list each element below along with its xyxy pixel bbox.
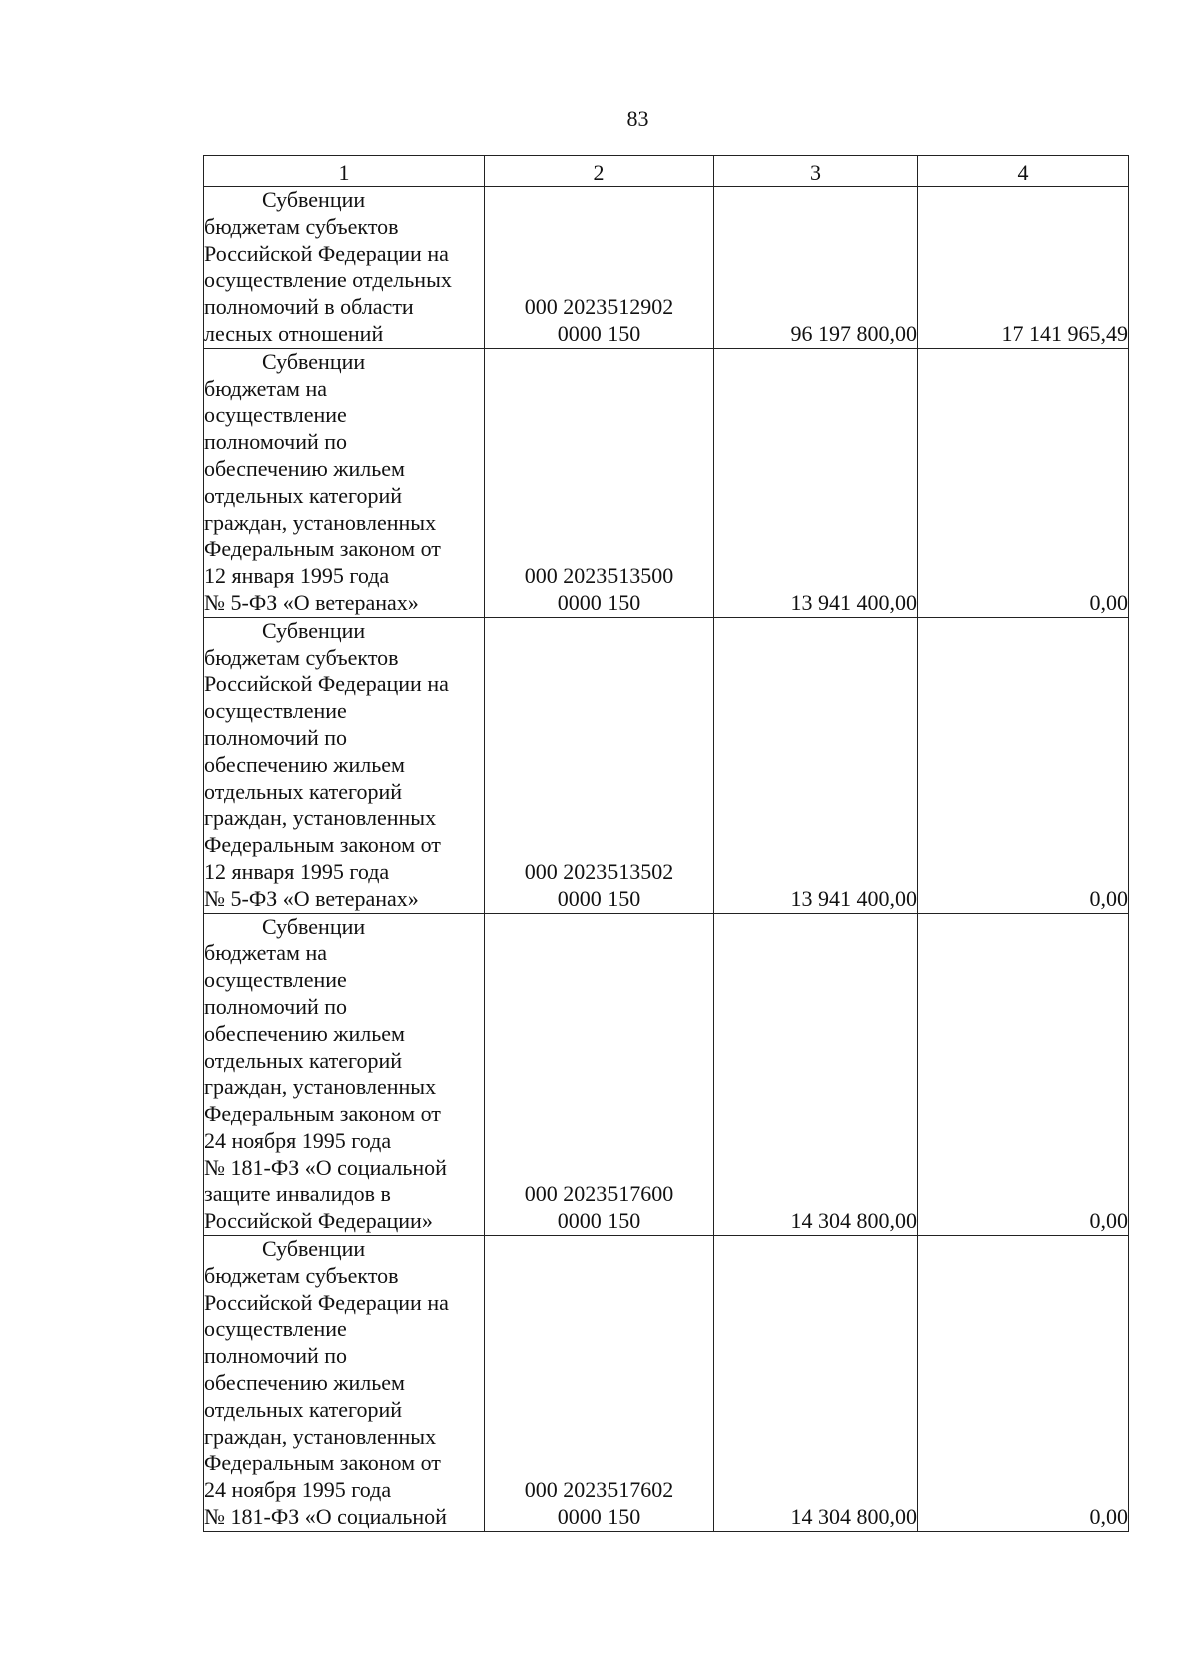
budget-table <box>203 155 1129 1532</box>
table-row <box>204 913 1129 1236</box>
name-line: Субвенции <box>262 617 366 643</box>
column-header-3: 3 <box>714 156 918 187</box>
name-line: осуществление <box>204 967 347 993</box>
cell-name <box>204 617 485 913</box>
name-line: отдельных категорий <box>204 778 403 804</box>
name-line: граждан, установленных <box>204 1423 437 1449</box>
name-line: № 181-ФЗ «О социальной <box>204 1154 447 1180</box>
cell-amount-col3: 14 304 800,00 <box>714 1236 918 1532</box>
name-line: бюджетам субъектов <box>204 644 399 670</box>
cell-code: 000 2023513502 0000 150 <box>485 617 714 913</box>
name-line: № 5-ФЗ «О ветеранах» <box>204 589 419 615</box>
cell-amount-col3: 14 304 800,00 <box>714 913 918 1236</box>
cell-code: 000 2023512902 0000 150 <box>485 187 714 349</box>
name-line: осуществление <box>204 402 347 428</box>
name-line: осуществление <box>204 1316 347 1342</box>
cell-name <box>204 913 485 1236</box>
name-line: обеспечению жильем <box>204 455 405 481</box>
table-row <box>204 348 1129 617</box>
cell-amount-col3: 13 941 400,00 <box>714 617 918 913</box>
name-line: граждан, установленных <box>204 805 437 831</box>
name-line: Федеральным законом от <box>204 1450 441 1476</box>
name-line: Российской Федерации на <box>204 671 449 697</box>
name-line: Федеральным законом от <box>204 832 441 858</box>
cell-amount-col3: 13 941 400,00 <box>714 348 918 617</box>
name-line: защите инвалидов в <box>204 1181 391 1207</box>
name-line: 12 января 1995 года <box>204 858 390 884</box>
name-line: Субвенции <box>262 913 366 939</box>
name-line: обеспечению жильем <box>204 1370 405 1396</box>
cell-amount-col4: 17 141 965,49 <box>918 187 1129 349</box>
column-header-4: 4 <box>918 156 1129 187</box>
name-line: Федеральным законом от <box>204 536 441 562</box>
table-body <box>204 187 1129 1532</box>
name-line: Субвенции <box>262 1236 366 1262</box>
name-line: Федеральным законом от <box>204 1101 441 1127</box>
cell-amount-col4: 0,00 <box>918 1236 1129 1532</box>
table-row <box>204 1236 1129 1532</box>
name-line: № 5-ФЗ «О ветеранах» <box>204 885 419 911</box>
name-line: 24 ноября 1995 года <box>204 1127 392 1153</box>
name-line: граждан, установленных <box>204 509 437 535</box>
name-line: отдельных категорий <box>204 1047 403 1073</box>
page-number: 83 <box>626 106 649 131</box>
name-line: Субвенции <box>262 348 366 374</box>
name-line: осуществление <box>204 698 347 724</box>
name-line: бюджетам на <box>204 375 327 401</box>
name-line: бюджетам на <box>204 940 327 966</box>
name-line: полномочий по <box>204 993 348 1019</box>
name-line: 12 января 1995 года <box>204 563 390 589</box>
name-line: граждан, установленных <box>204 1074 437 1100</box>
name-line: Российской Федерации» <box>204 1208 433 1234</box>
name-line: бюджетам субъектов <box>204 1262 399 1288</box>
name-line: полномочий по <box>204 429 348 455</box>
name-line: Российской Федерации на <box>204 1289 449 1315</box>
name-line: 24 ноября 1995 года <box>204 1477 392 1503</box>
cell-name <box>204 348 485 617</box>
name-line: бюджетам субъектов <box>204 213 399 239</box>
name-line: Российской Федерации на <box>204 240 449 266</box>
name-line: № 181-ФЗ «О социальной <box>204 1504 447 1530</box>
name-line: отдельных категорий <box>204 482 403 508</box>
column-header-1: 1 <box>204 156 485 187</box>
name-line: отдельных категорий <box>204 1396 403 1422</box>
cell-name <box>204 1236 485 1532</box>
cell-amount-col4: 0,00 <box>918 913 1129 1236</box>
cell-name <box>204 187 485 349</box>
table-header-row <box>204 156 1129 187</box>
table-row <box>204 617 1129 913</box>
name-line: Субвенции <box>262 187 366 212</box>
cell-amount-col3: 96 197 800,00 <box>714 187 918 349</box>
cell-code: 000 2023517602 0000 150 <box>485 1236 714 1532</box>
cell-amount-col4: 0,00 <box>918 348 1129 617</box>
name-line: полномочий в области <box>204 294 414 320</box>
cell-amount-col4: 0,00 <box>918 617 1129 913</box>
name-line: лесных отношений <box>204 320 384 346</box>
table-row <box>204 187 1129 349</box>
column-header-2: 2 <box>485 156 714 187</box>
name-line: осуществление отдельных <box>204 267 452 293</box>
cell-code: 000 2023513500 0000 150 <box>485 348 714 617</box>
name-line: полномочий по <box>204 1343 348 1369</box>
name-line: полномочий по <box>204 724 348 750</box>
cell-code: 000 2023517600 0000 150 <box>485 913 714 1236</box>
name-line: обеспечению жильем <box>204 751 405 777</box>
name-line: обеспечению жильем <box>204 1020 405 1046</box>
